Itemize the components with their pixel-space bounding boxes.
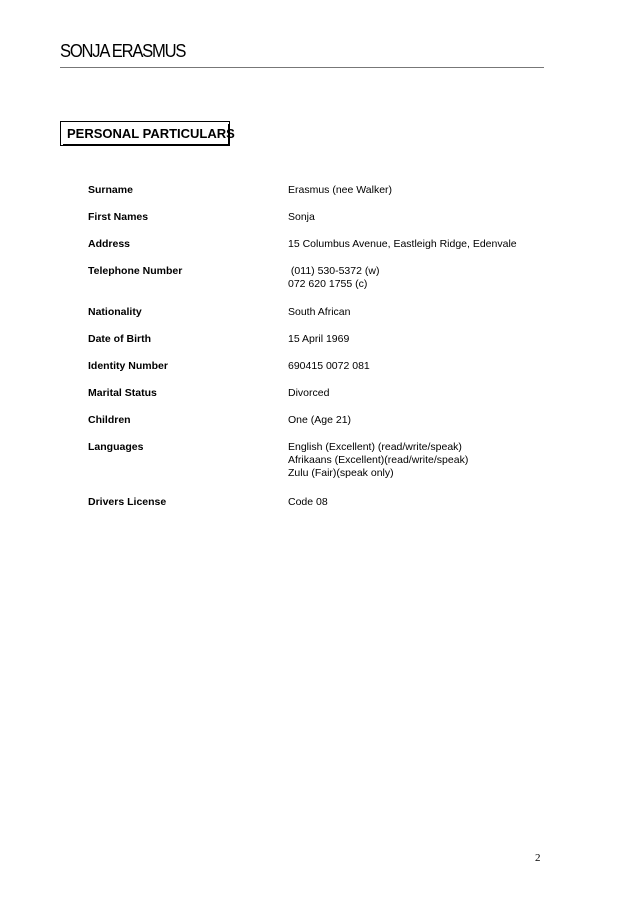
- field-label: Date of Birth: [88, 333, 151, 345]
- field-label: Drivers License: [88, 496, 167, 508]
- section-heading: PERSONAL PARTICULARS: [67, 126, 235, 141]
- field-value: [288, 238, 517, 251]
- value-line: Erasmus (nee Walker): [288, 184, 393, 196]
- value-line: South African: [288, 306, 351, 318]
- field-value: [288, 265, 379, 291]
- field-label: Address: [88, 238, 131, 250]
- field-label: Surname: [88, 184, 133, 196]
- field-label: Languages: [88, 441, 144, 453]
- field-value: [288, 306, 350, 319]
- field-value: [288, 414, 351, 427]
- field-value: [288, 496, 328, 509]
- field-value: [288, 184, 392, 197]
- section-heading-box: [60, 121, 235, 146]
- value-line: Code 08: [288, 496, 328, 508]
- value-line: 15 April 1969: [288, 333, 350, 345]
- field-label: First Names: [88, 211, 149, 223]
- field-label: Telephone Number: [88, 265, 183, 277]
- page-number: 2: [535, 852, 541, 864]
- field-label: Identity Number: [88, 360, 168, 372]
- value-line: One (Age 21): [288, 414, 352, 426]
- document-title: SONJA ERASMUS: [60, 41, 186, 61]
- field-value: [288, 387, 329, 400]
- value-line: English (Excellent) (read/write/speak): [288, 441, 462, 453]
- value-line: 072 620 1755 (c): [288, 278, 368, 290]
- field-label: Children: [88, 414, 131, 426]
- field-value: [288, 211, 315, 224]
- value-line: 690415 0072 081: [288, 360, 370, 372]
- value-line: Afrikaans (Excellent)(read/write/speak): [288, 454, 469, 466]
- value-line: (011) 530-5372 (w): [288, 265, 380, 277]
- value-line: 15 Columbus Avenue, Eastleigh Ridge, Edenvale: [288, 238, 517, 250]
- field-value: [288, 441, 468, 480]
- field-value: [288, 360, 370, 373]
- value-line: Zulu (Fair)(speak only): [288, 467, 394, 479]
- value-line: Sonja: [288, 211, 315, 223]
- title-divider: [60, 67, 544, 68]
- field-label: Marital Status: [88, 387, 157, 399]
- value-line: Divorced: [288, 387, 330, 399]
- field-label: Nationality: [88, 306, 142, 318]
- field-value: [288, 333, 349, 346]
